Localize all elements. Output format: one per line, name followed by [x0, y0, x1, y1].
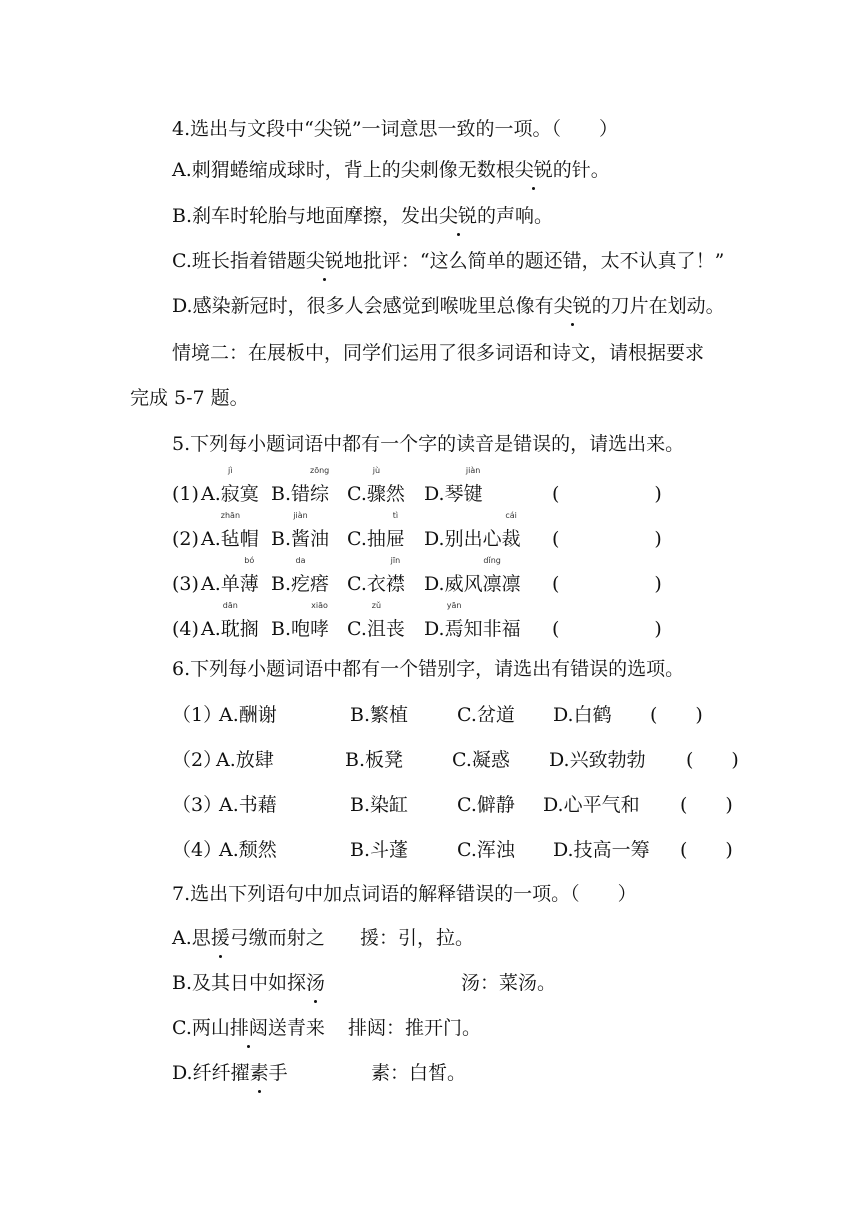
q6-option-d: D.白鹤 [553, 704, 612, 726]
answer-paren: ( ) [552, 573, 662, 595]
answer-paren: ( ) [680, 839, 733, 861]
q6-option-a: A.放肆 [216, 749, 274, 771]
pinyin-label: da [295, 556, 306, 565]
q5-option-b [271, 466, 330, 507]
option-text: 凛 [501, 573, 521, 595]
annotated-char: 凛 dǐng [482, 556, 502, 595]
q6-option-b: B.繁植 [350, 704, 409, 726]
q4-option-d [172, 293, 725, 319]
q4-c-pre: C.班长指着错题 [172, 250, 306, 272]
sentence-text: D.纤纤擢 [172, 1062, 250, 1084]
q6-option-c: C.岔道 [457, 704, 515, 726]
option-text: C. [347, 483, 367, 505]
pinyin-label: jiàn [465, 466, 481, 475]
q5-option-d [424, 601, 521, 642]
option-text: D. [424, 618, 445, 640]
option-text: A. [201, 528, 221, 550]
q4-a-pre: A.刺猬蜷缩成球时，背上的尖刺像无数根 [172, 159, 515, 181]
annotated-char: 襟 jīn [385, 556, 405, 595]
q5-option-b [271, 601, 330, 642]
dotted-word: 汤 [306, 972, 326, 994]
q7-gloss: 排闼：推开门。 [348, 1017, 482, 1039]
dotted-word: 尖锐 [553, 295, 592, 317]
answer-paren: ( ) [680, 794, 733, 816]
q5-option-d [424, 556, 521, 597]
q5-option-a [201, 466, 259, 507]
q7-sentence [172, 1015, 325, 1041]
sentence-text: C.两山 [172, 1017, 230, 1039]
sentence-text: 手 [268, 1062, 288, 1084]
q5-option-c [347, 556, 405, 597]
dotted-word: 尖锐 [514, 159, 553, 181]
option-text: A. [201, 618, 221, 640]
dotted-word: 素 [249, 1062, 269, 1084]
option-text: B.咆 [271, 618, 311, 640]
option-text: 然 [385, 483, 405, 505]
q7-stem: 7.选出下列语句中加点词语的解释错误的一项。（ ） [172, 883, 637, 905]
q4-c-post: 地批评：“这么简单的题还错，太不认真了！” [343, 250, 725, 272]
q5-option-d [424, 466, 483, 507]
scenario2-line1: 情境二：在展板中，同学们运用了很多词语和诗文，请根据要求 [172, 342, 705, 364]
option-text: 帽 [239, 528, 259, 550]
q5-item-number: (4) [172, 618, 199, 640]
q7-gloss: 汤：菜汤。 [461, 972, 557, 994]
q4-stem: 4.选出与文段中“尖锐”一词意思一致的一项。（ ） [172, 118, 619, 140]
q6-option-c: C.浑浊 [457, 839, 515, 861]
q4-option-b [172, 203, 553, 229]
q6-option-a: A.书藉 [219, 794, 277, 816]
answer-paren: ( ) [552, 528, 662, 550]
q5-item-number: (1) [172, 483, 199, 505]
q4-b-post: 的声响。 [477, 205, 554, 227]
annotated-char: 薄 bó [239, 556, 259, 595]
q4-d-post: 的刀片在划动。 [591, 295, 725, 317]
annotated-char: 沮 zǔ [366, 601, 386, 640]
pinyin-label: yān [446, 601, 462, 610]
q5-option-d [424, 511, 521, 552]
sentence-text: A.思 [172, 927, 211, 949]
q4-b-pre: B.刹车时轮胎与地面摩擦，发出 [172, 205, 440, 227]
q6-option-d: D.技高一筹 [553, 839, 650, 861]
sentence-text: 弓缴而射之 [229, 927, 325, 949]
scenario2-line2: 完成 5-7 题。 [130, 387, 249, 409]
annotated-char: 哮 xiāo [310, 601, 330, 640]
pinyin-label: jù [372, 466, 381, 475]
annotated-char: 综 zōng [310, 466, 330, 505]
option-text: B. [271, 573, 292, 595]
annotated-char: 骤 jù [366, 466, 386, 505]
pinyin-label: zōng [310, 466, 330, 475]
q6-item-number: （1） [172, 704, 223, 726]
pinyin-label: cái [505, 511, 517, 520]
option-text: 寞 [239, 483, 259, 505]
dotted-word: 尖锐 [305, 250, 344, 272]
q6-item-number: （4） [172, 839, 223, 861]
answer-paren: ( ) [650, 704, 703, 726]
q6-stem: 6.下列每小题词语中都有一个错别字，请选出有错误的选项。 [172, 658, 685, 680]
q5-option-c [347, 511, 405, 552]
q6-option-c: C.凝惑 [452, 749, 510, 771]
option-text: C. [347, 618, 367, 640]
q7-sentence [172, 1060, 288, 1086]
q5-option-c [347, 601, 405, 642]
option-text: D.威风 [424, 573, 483, 595]
q6-option-b: B.染缸 [350, 794, 409, 816]
q6-option-d: D.兴致勃勃 [549, 749, 646, 771]
q5-stem: 5.下列每小题词语中都有一个字的读音是错误的，请选出来。 [172, 433, 685, 455]
q6-item-number: （3） [172, 794, 223, 816]
q6-option-b: B.板凳 [345, 749, 404, 771]
pinyin-label: dān [222, 601, 238, 610]
q6-option-b: B.斗蓬 [350, 839, 409, 861]
option-text: 搁 [239, 618, 259, 640]
pinyin-label: zǔ [371, 601, 382, 610]
q5-option-a [201, 601, 259, 642]
pinyin-label: tì [392, 511, 399, 520]
option-text: D.琴 [424, 483, 464, 505]
pinyin-label: xiāo [311, 601, 328, 610]
annotated-char: 酱 jiàn [291, 511, 311, 550]
pinyin-label: bó [244, 556, 255, 565]
annotated-char: 耽 dān [220, 601, 240, 640]
q7-sentence [172, 925, 325, 951]
q5-item-number: (2) [172, 528, 199, 550]
option-text: 瘩 [310, 573, 330, 595]
option-text: 丧 [385, 618, 405, 640]
option-text: 油 [310, 528, 330, 550]
q5-option-a [201, 511, 259, 552]
q6-option-a: A.酬谢 [219, 704, 277, 726]
annotated-char: 寂 jì [220, 466, 240, 505]
q4-option-c [172, 248, 724, 274]
pinyin-label: dǐng [483, 556, 501, 565]
pinyin-label: jì [228, 466, 233, 475]
annotated-char: 焉 yān [444, 601, 464, 640]
dotted-word: 援 [210, 927, 230, 949]
q5-option-c [347, 466, 405, 507]
annotated-char: 毡 zhān [220, 511, 241, 550]
pinyin-label: zhān [220, 511, 241, 520]
sentence-text: B.及其日中如探 [172, 972, 307, 994]
q7-gloss: 援：引，拉。 [360, 927, 475, 949]
annotated-char: 疙 da [291, 556, 311, 595]
q5-option-a [201, 556, 259, 597]
q7-gloss: 素：白皙。 [371, 1062, 467, 1084]
q6-item-number: （2） [172, 749, 223, 771]
sentence-text: 送青来 [267, 1017, 325, 1039]
annotated-char: 键 jiàn [463, 466, 483, 505]
answer-paren: ( ) [552, 618, 662, 640]
q5-option-b [271, 556, 330, 597]
annotated-char: 屉 tì [385, 511, 405, 550]
option-text: C.抽 [347, 528, 386, 550]
q4-a-post: 的针。 [552, 159, 610, 181]
option-text: B. [271, 528, 292, 550]
option-text: 知非福 [463, 618, 521, 640]
q4-option-a [172, 157, 610, 183]
q4-d-pre: D.感染新冠时，很多人会感觉到喉咙里总像有 [172, 295, 554, 317]
option-text: D.别出心 [424, 528, 502, 550]
q5-option-b [271, 511, 330, 552]
dotted-word: 尖锐 [439, 205, 478, 227]
q7-sentence [172, 970, 325, 996]
pinyin-label: jiàn [293, 511, 308, 520]
annotated-char: 裁 cái [501, 511, 521, 550]
option-text: B.错 [271, 483, 311, 505]
q6-option-a: A.颓然 [219, 839, 277, 861]
option-text: A. [201, 483, 221, 505]
option-text: C.衣 [347, 573, 386, 595]
q5-item-number: (3) [172, 573, 199, 595]
answer-paren: ( ) [552, 483, 662, 505]
answer-paren: ( ) [686, 749, 739, 771]
pinyin-label: jīn [390, 556, 401, 565]
option-text: A.单 [201, 573, 240, 595]
q6-option-c: C.僻静 [457, 794, 515, 816]
q6-option-d: D.心平气和 [543, 794, 640, 816]
dotted-word: 排闼 [229, 1017, 268, 1039]
